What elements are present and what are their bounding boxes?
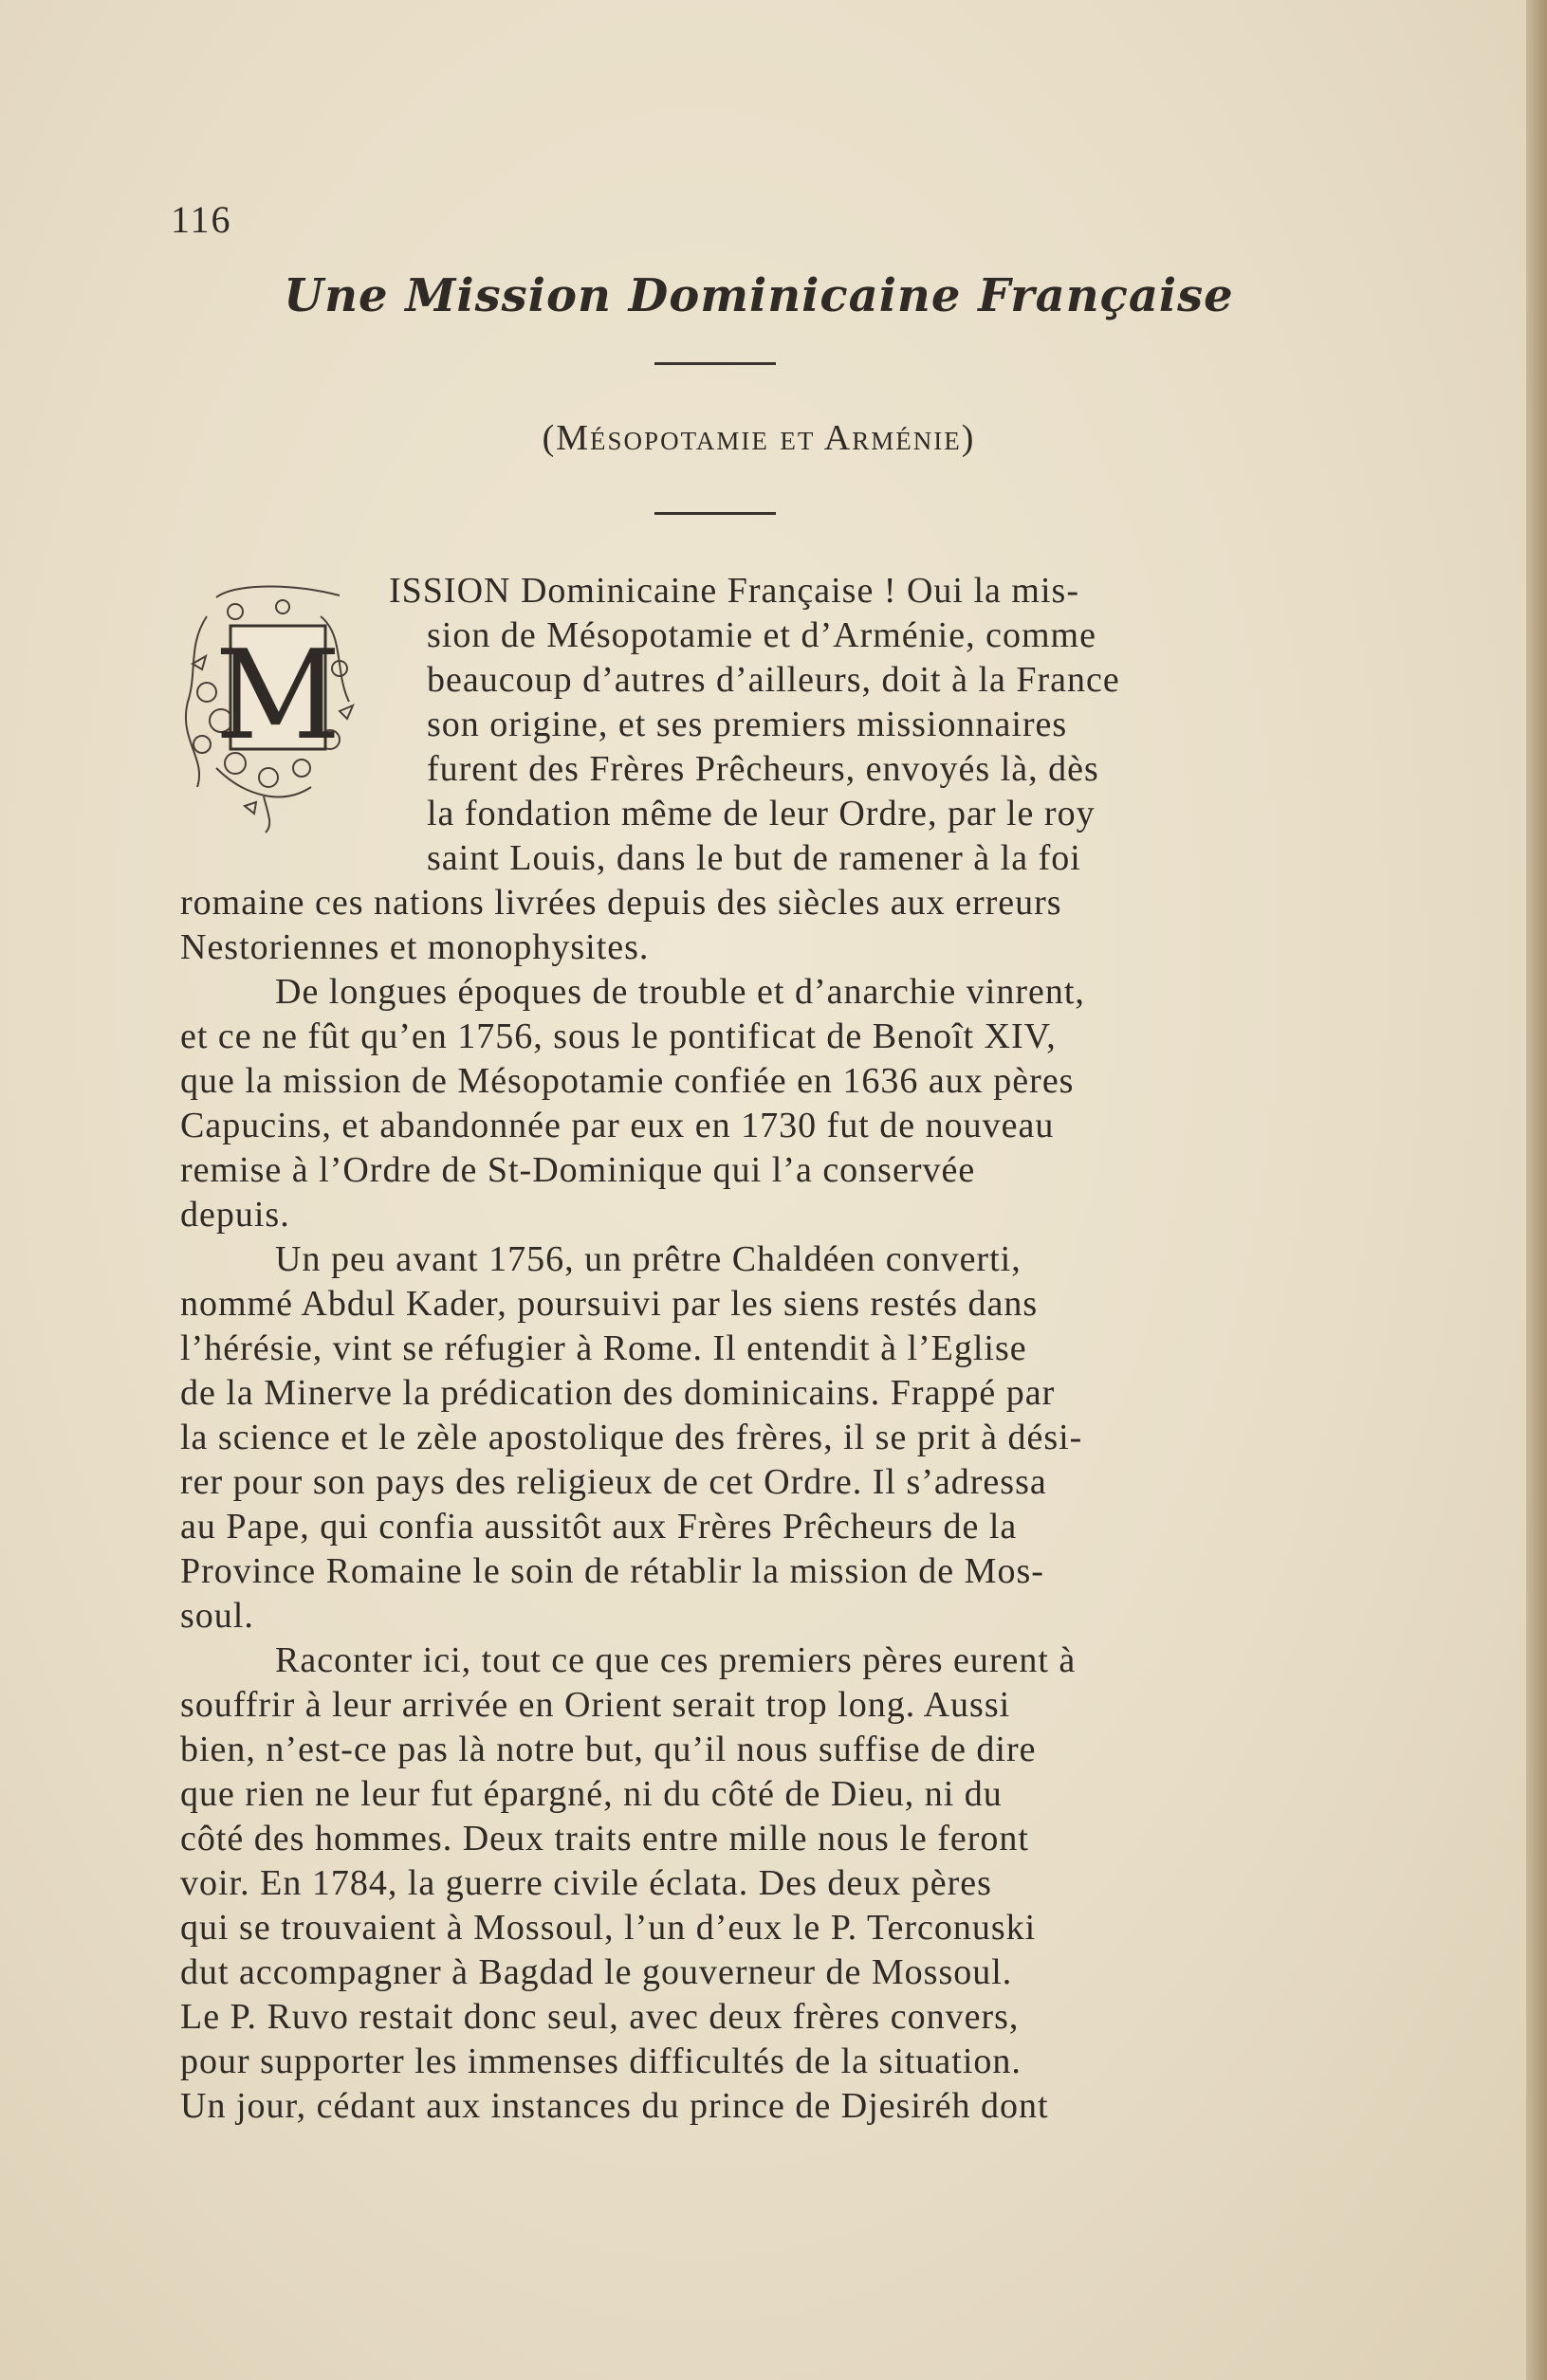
- text-line: la fondation même de leur Ordre, par le roy: [427, 794, 1096, 833]
- text-line: Nestoriennes et monophysites.: [180, 927, 650, 967]
- text-line: côté des hommes. Deux traits entre mille nous le feront: [180, 1819, 1029, 1858]
- text-line: saint Louis, dans le but de ramener à la foi: [427, 838, 1081, 878]
- text-line: soul.: [180, 1596, 254, 1636]
- text-line: De longues époques de trouble et d’anarchie vinrent,: [275, 972, 1085, 1012]
- text-line: Le P. Ruvo restait donc seul, avec deux frères convers,: [180, 1997, 1020, 2037]
- text-line: nommé Abdul Kader, poursuivi par les siens restés dans: [180, 1284, 1039, 1324]
- text-line: voir. En 1784, la guerre civile éclata. Des deux pères: [180, 1863, 992, 1903]
- text-line: Un jour, cédant aux instances du prince de Djesiréh dont: [180, 2086, 1049, 2126]
- text-line: l’hérésie, vint se réfugier à Rome. Il entendit à l’Eglise: [180, 1328, 1027, 1368]
- title-rule-top: [654, 362, 776, 365]
- text-line: Raconter ici, tout ce que ces premiers pères eurent à: [275, 1640, 1077, 1680]
- text-line: son origine, et ses premiers missionnaires: [427, 705, 1068, 744]
- ornamental-dropcap: [178, 578, 368, 834]
- text-line: remise à l’Ordre de St-Dominique qui l’a conservée: [180, 1150, 976, 1190]
- title-rule-bottom: [654, 512, 776, 515]
- text-line: beaucoup d’autres d’ailleurs, doit à la France: [427, 660, 1120, 700]
- text-line: Un peu avant 1756, un prêtre Chaldéen converti,: [275, 1239, 1022, 1279]
- chapter-subtitle: (Mésopotamie et Arménie): [542, 418, 976, 458]
- text-line: et ce ne fût qu’en 1756, sous le pontificat de Benoît XIV,: [180, 1016, 1057, 1056]
- text-line: bien, n’est-ce pas là notre but, qu’il nous suffise de dire: [180, 1730, 1037, 1769]
- text-line: pour supporter les immenses difficultés de la situation.: [180, 2041, 1022, 2081]
- text-line: sion de Mésopotamie et d’Arménie, comme: [427, 615, 1096, 655]
- text-line: ISSION Dominicaine Française ! Oui la mis-: [389, 571, 1079, 611]
- text-line: rer pour son pays des religieux de cet Ordre. Il s’adressa: [180, 1462, 1047, 1502]
- text-line: de la Minerve la prédication des dominicains. Frappé par: [180, 1373, 1056, 1413]
- text-line: Province Romaine le soin de rétablir la mission de Mos-: [180, 1551, 1044, 1591]
- chapter-title: Une Mission Dominicaine Française: [284, 269, 1234, 322]
- page-edge-shadow: [1526, 0, 1547, 2380]
- text-line: depuis.: [180, 1195, 290, 1235]
- text-line: Capucins, et abandonnée par eux en 1730 fut de nouveau: [180, 1106, 1055, 1145]
- text-line: romaine ces nations livrées depuis des siècles aux erreurs: [180, 883, 1062, 923]
- text-line: que la mission de Mésopotamie confiée en 1636 aux pères: [180, 1061, 1075, 1101]
- text-line: dut accompagner à Bagdad le gouverneur de Mossoul.: [180, 1952, 1013, 1992]
- text-line: souffrir à leur arrivée en Orient serait trop long. Aussi: [180, 1685, 1011, 1725]
- text-line: furent des Frères Prêcheurs, envoyés là, dès: [427, 749, 1099, 789]
- text-line: qui se trouvaient à Mossoul, l’un d’eux le P. Terconuski: [180, 1908, 1037, 1948]
- dropcap-letter: M: [214, 623, 341, 767]
- text-line: au Pape, qui confia aussitôt aux Frères Prêcheurs de la: [180, 1507, 1018, 1547]
- page-number: 116: [171, 198, 232, 241]
- text-line: que rien ne leur fut épargné, ni du côté de Dieu, ni du: [180, 1774, 1003, 1814]
- text-line: la science et le zèle apostolique des frères, il se prit à dési-: [180, 1418, 1083, 1457]
